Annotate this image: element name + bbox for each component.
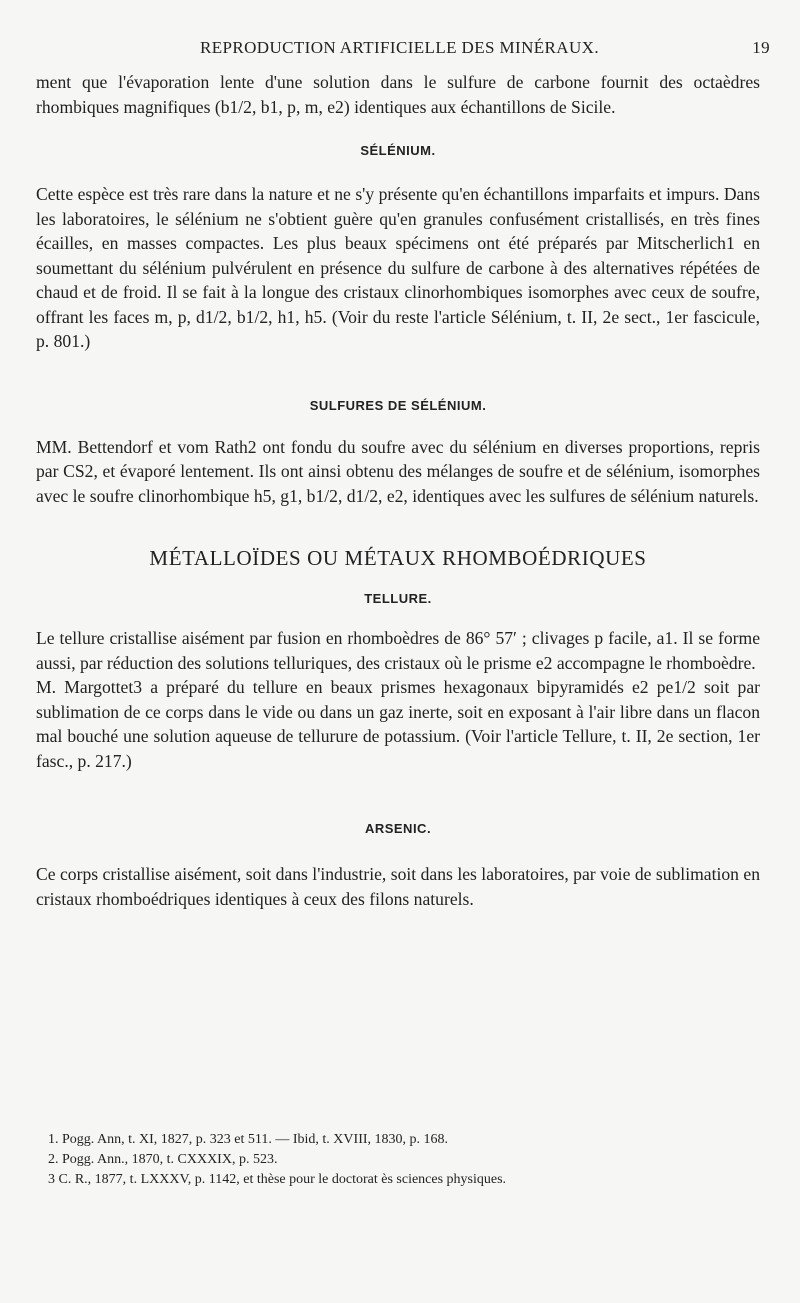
section-heading: MÉTALLOÏDES OU MÉTAUX RHOMBOÉDRIQUES bbox=[149, 546, 647, 570]
heading-selenium: SÉLÉNIUM. bbox=[360, 143, 436, 158]
footnotes bbox=[48, 1130, 748, 1190]
footnote-3: 3 C. R., 1877, t. LXXXV, p. 1142, et thèse pour le doctorat ès sciences physiques. bbox=[48, 1172, 507, 1187]
heading-arsenic: ARSENIC. bbox=[364, 821, 432, 836]
paragraph-tellure: Le tellure cristallise aisément par fusion en rhomboèdres de 86° 57′ ; clivages p facile, a1. Il se forme aussi, par réduction des solutions telluriques, des cristaux où le prisme e2 accompagne le rhomboèdre. bbox=[36, 628, 760, 673]
footnote-1: 1. Pogg. Ann, t. XI, 1827, p. 323 et 511. — Ibid, t. XVIII, 1830, p. 168. bbox=[48, 1132, 449, 1147]
paragraph-sulfures-selenium: MM. Bettendorf et vom Rath2 ont fondu du soufre avec du sélénium en diverses proportions, repris par CS2, et évaporé lentement. Ils ont ainsi obtenu des mélanges de soufre et de sélénium, isomorphes avec le soufre clinorhombique h5, g1, b1/2, d1/2, e2, identiques avec les sulfures de sélénium naturels. bbox=[36, 436, 760, 506]
page-number: 19 bbox=[752, 38, 770, 57]
heading-tellure: TELLURE. bbox=[364, 591, 432, 606]
paragraph-arsenic: Ce corps cristallise aisément, soit dans l'industrie, soit dans les laboratoires, par voie de sublimation en cristaux rhomboédriques identiques à ceux des filons naturels. bbox=[36, 864, 760, 909]
running-title: REPRODUCTION ARTIFICIELLE DES MINÉRAUX. bbox=[200, 38, 599, 57]
paragraph-continuation: ment que l'évaporation lente d'une solution dans le sulfure de carbone fournit des octaèdres rhombiques magnifiques (b1/2, b1, p, m, e2) identiques aux échantillons de Sicile. bbox=[36, 72, 760, 117]
footnote-2: 2. Pogg. Ann., 1870, t. CXXXIX, p. 523. bbox=[48, 1152, 278, 1167]
paragraph-margottet: M. Margottet3 a préparé du tellure en beaux prismes hexagonaux bipyramidés e2 pe1/2 soit par sublimation de ce corps dans le vide ou dans un gaz inerte, soit en exposant à l'air libre dans un flacon mal bouché une solution aqueuse de tellurure de potassium. (Voir l'article Tellure, t. II, 2e section, 1er fasc., p. 217.) bbox=[36, 677, 760, 771]
heading-sulfures-selenium: SULFURES DE SÉLÉNIUM. bbox=[309, 397, 487, 413]
paragraph-selenium: Cette espèce est très rare dans la nature et ne s'y présente qu'en échantillons imparfaits et impurs. Dans les laboratoires, le sélénium ne s'obtient guère qu'en granules confusément cristallisés, en très fines écailles, en masses compactes. Les plus beaux spécimens ont été préparés par Mitscherlich1 en soumettant du sélénium pulvérulent en présence du sulfure de carbone à des alternatives répétées de chaud et de froid. Il se fait à la longue des cristaux clinorhombiques isomorphes avec ceux de soufre, offrant les faces m, p, d1/2, b1/2, h1, h5. (Voir du reste l'article Sélénium, t. II, 2e sect., 1er fascicule, p. 801.) bbox=[36, 184, 760, 351]
page-body bbox=[36, 70, 760, 911]
